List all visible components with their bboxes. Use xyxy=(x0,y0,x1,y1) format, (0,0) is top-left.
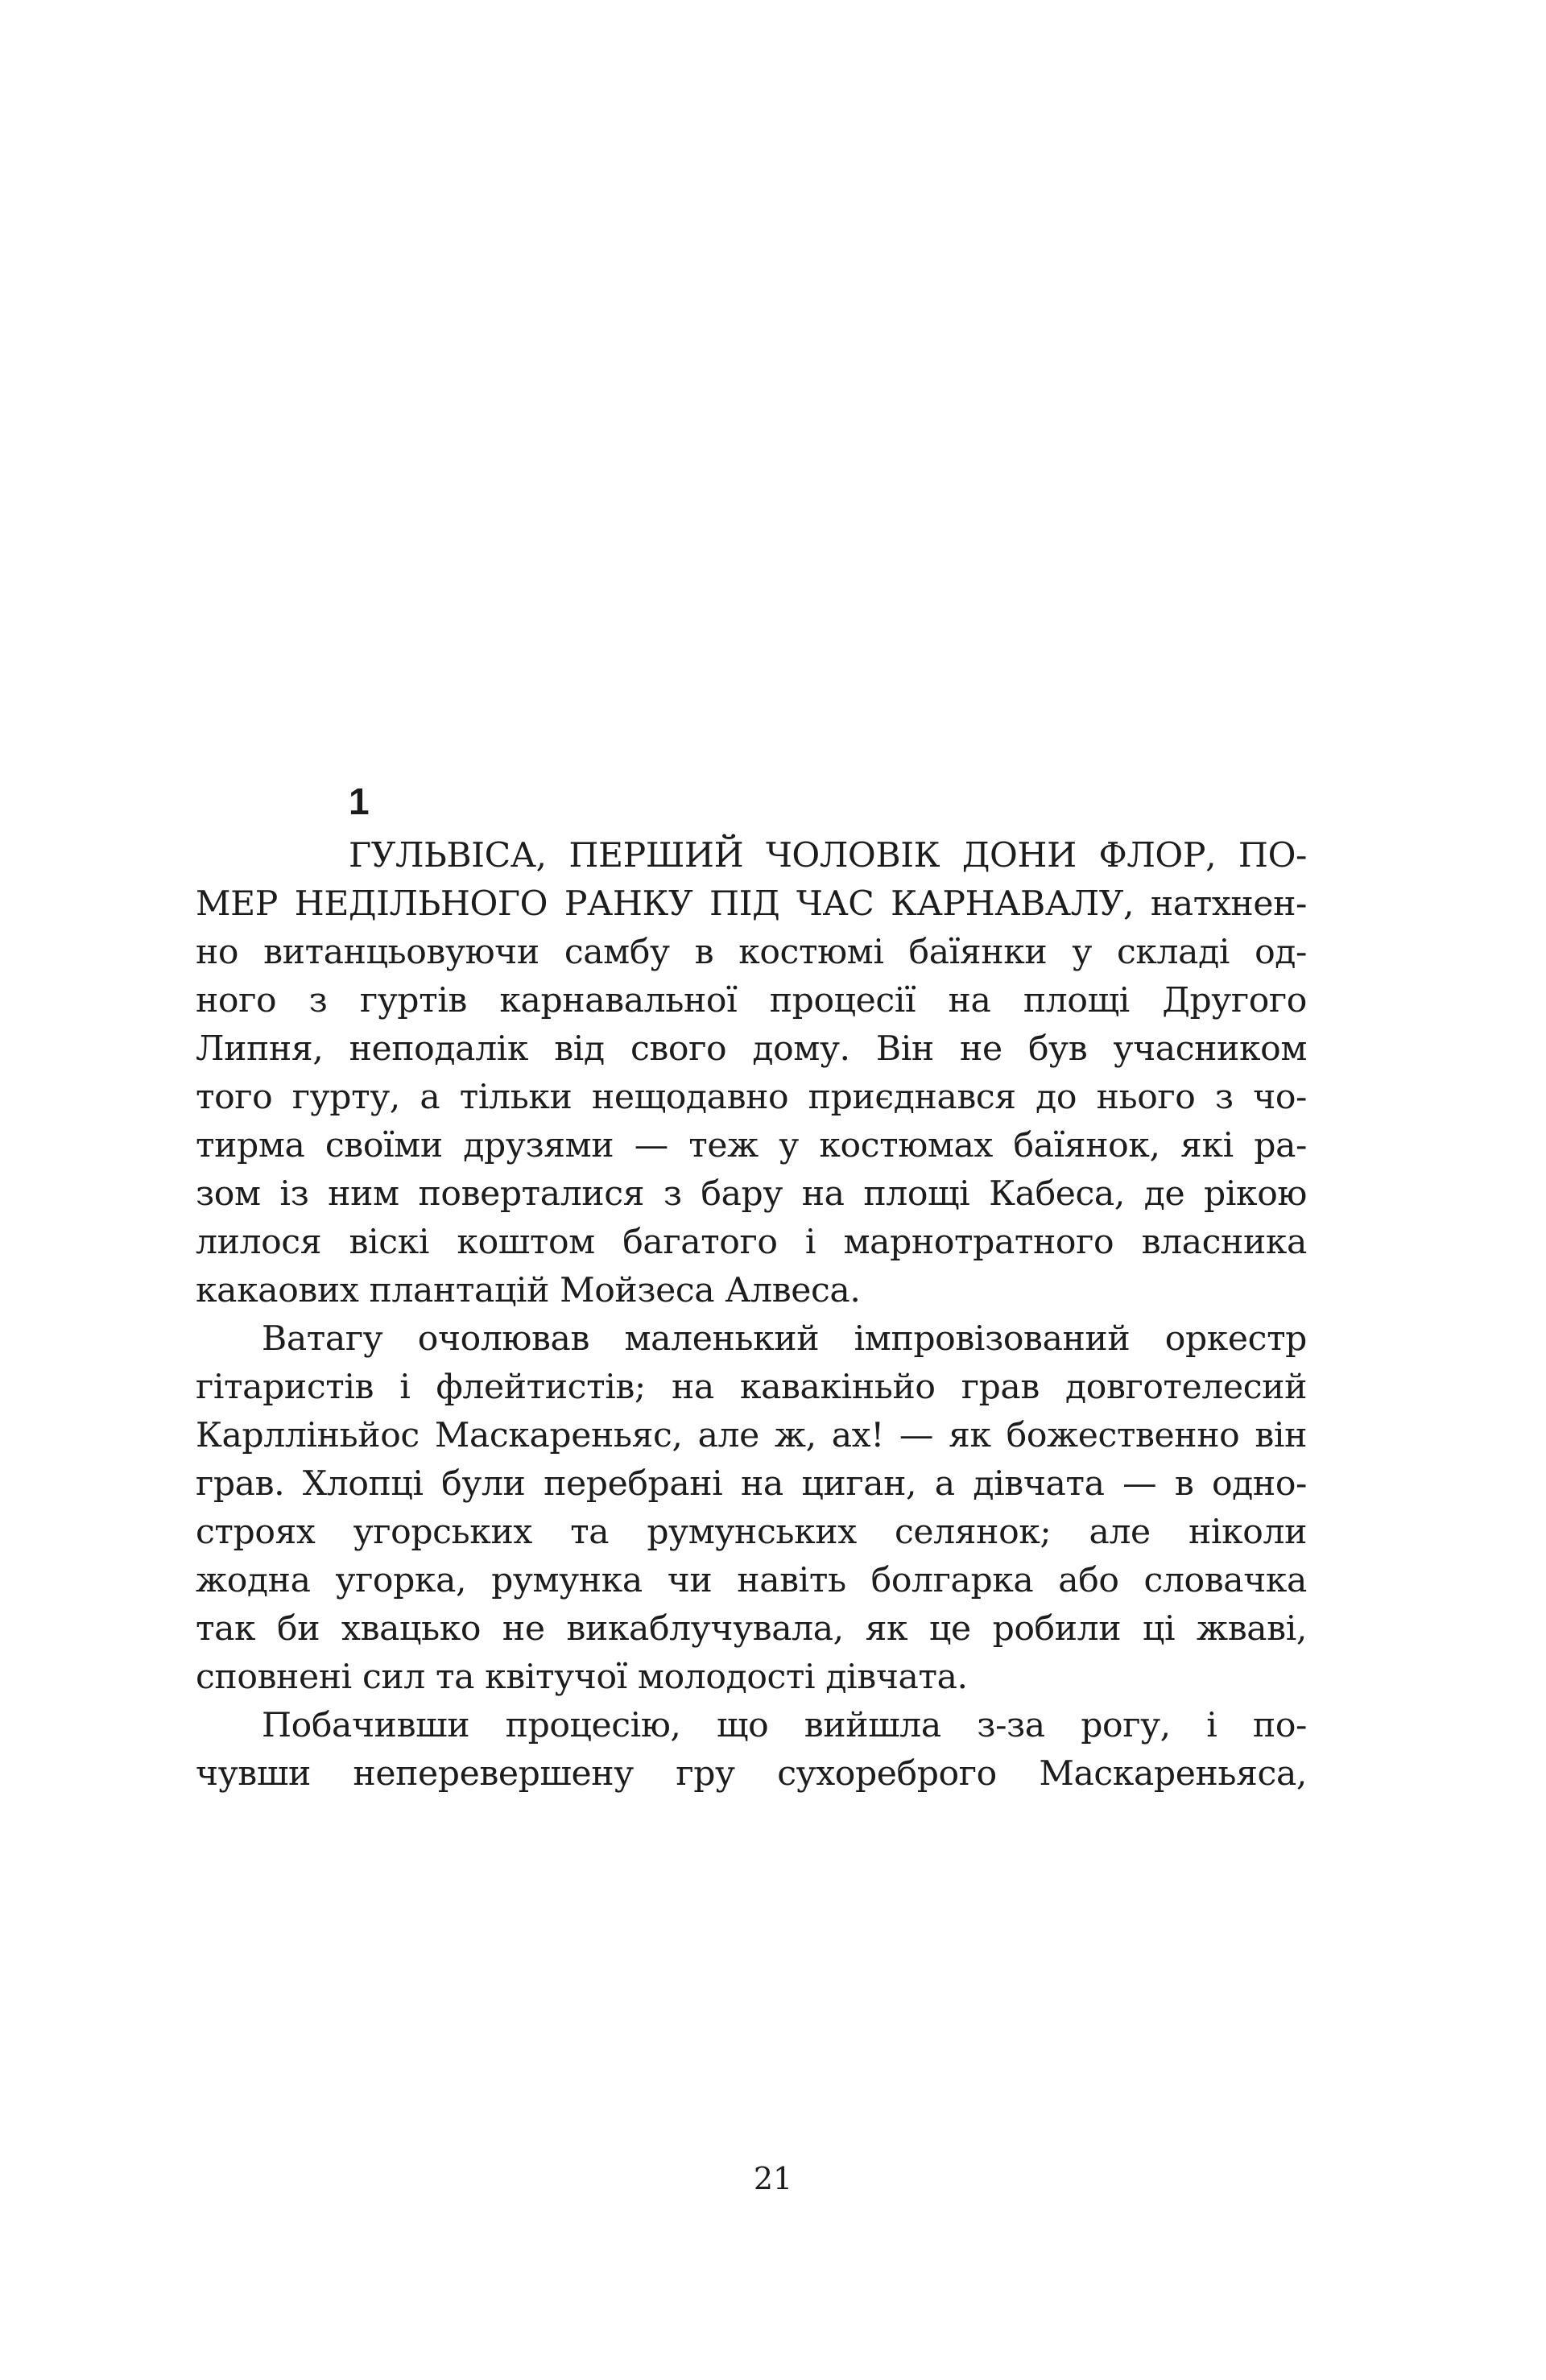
text-line: чувши неперевершену гру сухореброго Маскареньяса, xyxy=(196,1754,1307,1794)
text-line: МЕР НЕДІЛЬНОГО РАНКУ ПІД ЧАС КАРНАВАЛУ, натхнен- xyxy=(196,884,1307,924)
text-line: тирма своїми друзями — теж у костюмах баїянок, які ра- xyxy=(196,1126,1307,1165)
text-line: Побачивши процесію, що вийшла з-за рогу, і по- xyxy=(262,1706,1307,1745)
text-line: сповнені сил та квітучої молодості дівчата. xyxy=(196,1658,968,1697)
text-line: жодна угорка, румунка чи навіть болгарка або словачка xyxy=(196,1561,1307,1600)
text-line: ГУЛЬВІСА, ПЕРШИЙ ЧОЛОВІК ДОНИ ФЛОР, ПО- xyxy=(349,836,1307,875)
chapter-body-text xyxy=(196,832,1307,1798)
text-line: Ватагу очолював маленький імпровізований оркестр xyxy=(262,1319,1307,1359)
text-line: Липня, неподалік від свого дому. Він не був учасником xyxy=(196,1029,1307,1069)
text-line: так би хвацько не викаблучувала, як це робили ці жваві, xyxy=(196,1609,1307,1649)
page-number: 21 xyxy=(753,2161,793,2196)
text-line: лилося віскі коштом багатого і марнотратного власника xyxy=(196,1223,1307,1262)
text-line: но витанцьовуючи самбу в костюмі баїянки у складі од- xyxy=(196,933,1307,972)
text-line: ного з гуртів карнавальної процесії на площі Другого xyxy=(196,981,1307,1020)
text-line: грав. Хлопці були перебрані на циган, а дівчата — в одно- xyxy=(196,1464,1307,1504)
text-line: какаових плантацій Мойзеса Алвеса. xyxy=(196,1271,861,1310)
text-line: строях угорських та румунських селянок; але ніколи xyxy=(196,1513,1307,1552)
text-line: того гурту, а тільки нещодавно приєднався до нього з чо- xyxy=(196,1078,1307,1117)
text-line: зом із ним поверталися з бару на площі Кабеса, де рікою xyxy=(196,1174,1307,1214)
text-line: гітаристів і флейтистів; на кавакіньйо грав довготелесий xyxy=(196,1368,1307,1407)
paragraph xyxy=(196,1702,1307,1798)
chapter-number: 1 xyxy=(349,780,370,822)
text-line: Карлліньйос Маскареньяс, але ж, ах! — як божественно він xyxy=(196,1416,1307,1455)
paragraph-opening xyxy=(196,832,1307,1315)
paragraph xyxy=(196,1315,1307,1702)
